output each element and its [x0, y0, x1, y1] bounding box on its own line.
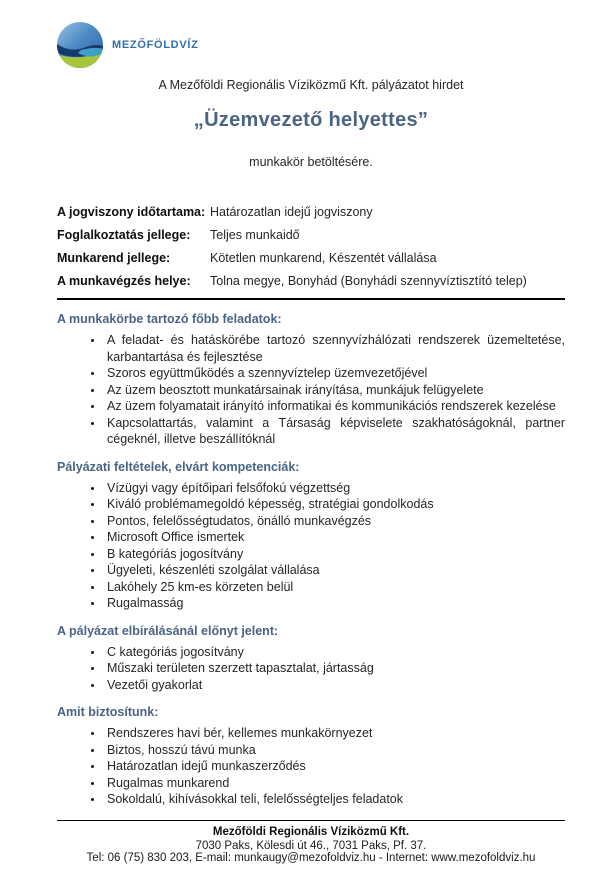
- bullet-item: • Határozatlan idejű munkaszerződés: [104, 758, 565, 775]
- bullet-item: • C kategóriás jogosítvány: [104, 644, 565, 661]
- footer-contact: Tel: 06 (75) 830 203, E-mail: munkaugy@mezofoldviz.hu - Internet: www.mezofoldviz.hu: [86, 852, 536, 864]
- company-logo: [57, 22, 565, 68]
- detail-value: Tolna megye, Bonyhád (Bonyhádi szennyvíztisztító telep): [210, 274, 527, 288]
- detail-value: Teljes munkaidő: [210, 228, 300, 242]
- intro-line: A Mezőföldi Regionális Víziközmű Kft. pályázatot hirdet: [158, 78, 464, 92]
- detail-row: [57, 270, 565, 293]
- bullet-item: • Műszaki területen szerzett tapasztalat, jártasság: [104, 660, 565, 677]
- detail-value: Kötetlen munkarend, Készentét vállalása: [210, 251, 437, 265]
- footer-divider: [57, 820, 565, 821]
- section-requirements: [57, 459, 565, 612]
- bullet-item: • Kapcsolattartás, valamint a Társaság képviselete szakhatóságoknál, partner cégeknél, illetve beszállítóknál: [104, 415, 565, 448]
- bullet-item: • Vezetői gyakorlat: [104, 677, 565, 694]
- detail-label: A munkavégzés helye:: [57, 274, 191, 288]
- globe-logo-icon: [57, 22, 103, 68]
- detail-label: A jogviszony időtartama:: [57, 205, 206, 219]
- bullet-item: • Sokoldalú, kihívásokkal teli, felelősségteljes feladatok: [104, 791, 565, 808]
- section-advantages: [57, 623, 565, 694]
- bullet-item: • Vízügyi vagy építőipari felsőfokú végzettség: [104, 480, 565, 497]
- section-heading: Pályázati feltételek, elvárt kompetenciák:: [57, 459, 300, 474]
- bullet-list: [57, 332, 565, 448]
- job-title: „Üzemvezető helyettes”: [193, 109, 429, 131]
- section-heading: A munkakörbe tartozó főbb feladatok:: [57, 312, 282, 326]
- section-heading: Amit biztosítunk:: [57, 705, 159, 719]
- footer: [57, 820, 565, 864]
- section-tasks: [57, 311, 565, 448]
- bullet-item: • Az üzem beosztott munkatársainak irányítása, munkájuk felügyelete: [104, 382, 565, 399]
- bullet-item: • Rugalmas munkarend: [104, 775, 565, 792]
- section-divider: [57, 298, 565, 300]
- footer-address: 7030 Paks, Kölesdi út 46., 7031 Paks, Pf. 37.: [195, 840, 427, 852]
- company-logo-text: MEZŐFÖLDVÍZ: [112, 39, 199, 51]
- bullet-item: • Kiváló problémamegoldó képesség, stratégiai gondolkodás: [104, 496, 565, 513]
- bullet-item: • A feladat- és hatáskörébe tartozó szennyvízhálózati rendszerek üzemeltetése, karbantartása és fejlesztése: [104, 332, 565, 365]
- job-details-table: [57, 201, 565, 293]
- detail-row: [57, 201, 565, 224]
- bullet-item: • Lakóhely 25 km-es körzeten belül: [104, 579, 565, 596]
- section-heading: A pályázat elbírálásánál előnyt jelent:: [57, 623, 279, 638]
- bullet-item: • Rendszeres havi bér, kellemes munkakörnyezet: [104, 725, 565, 742]
- footer-company-name: Mezőföldi Regionális Víziközmű Kft.: [212, 826, 410, 838]
- detail-row: [57, 247, 565, 270]
- detail-value: Határozatlan idejű jogviszony: [210, 205, 373, 219]
- bullet-item: • Microsoft Office ismertek: [104, 529, 565, 546]
- bullet-item: • Biztos, hosszú távú munka: [104, 742, 565, 759]
- bullet-list: [57, 644, 565, 694]
- bullet-item: • Szoros együttműködés a szennyvíztelep üzemvezetőjével: [104, 365, 565, 382]
- bullet-list: [57, 480, 565, 612]
- bullet-list: [57, 725, 565, 808]
- bullet-item: • Az üzem folyamatait irányító informatikai és kommunikációs rendszerek kezelése: [104, 398, 565, 415]
- bullet-item: • B kategóriás jogosítvány: [104, 546, 565, 563]
- bullet-item: • Pontos, felelősségtudatos, önálló munkavégzés: [104, 513, 565, 530]
- detail-label: Foglalkoztatás jellege:: [57, 228, 191, 242]
- subtitle-line: munkakör betöltésére.: [249, 155, 373, 169]
- detail-label: Munkarend jellege:: [57, 251, 171, 265]
- detail-row: [57, 224, 565, 247]
- section-benefits: [57, 704, 565, 808]
- bullet-item: • Rugalmasság: [104, 595, 565, 612]
- bullet-item: • Ügyeleti, készenléti szolgálat vállalása: [104, 562, 565, 579]
